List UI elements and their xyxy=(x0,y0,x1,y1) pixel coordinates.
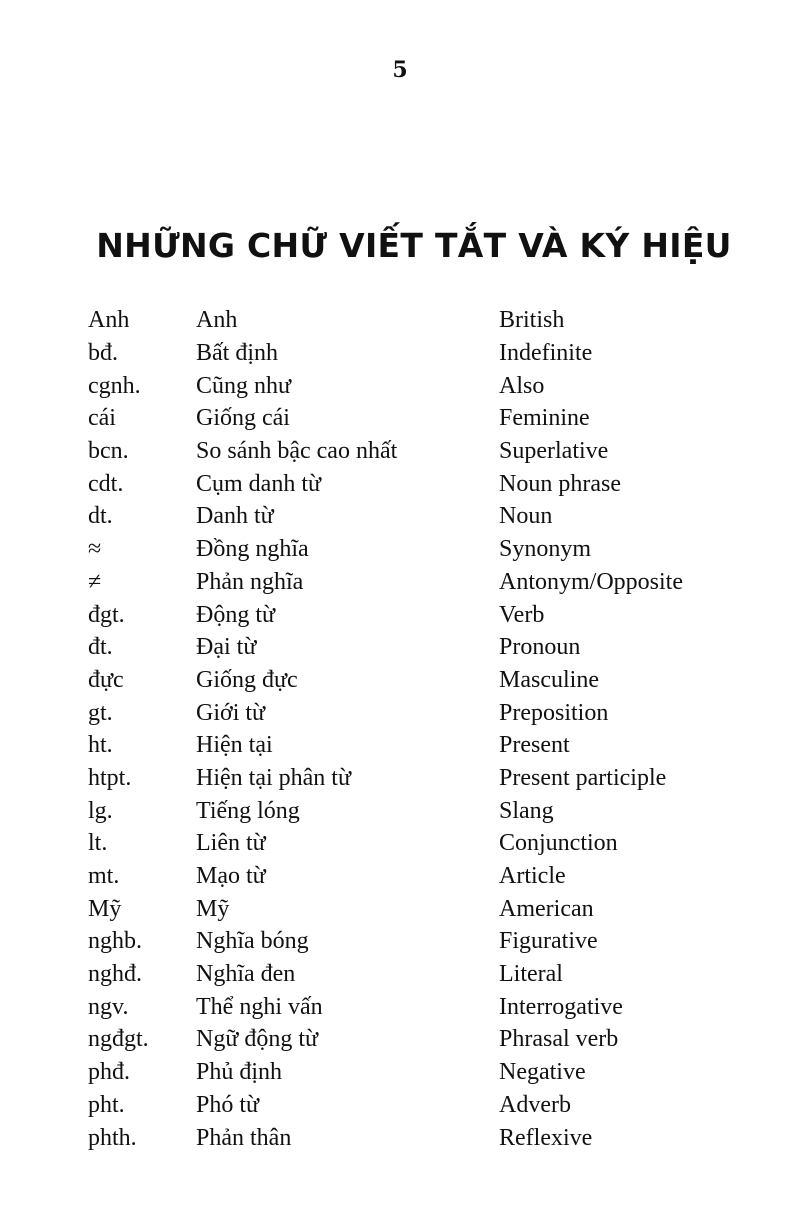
abbreviation-row xyxy=(88,500,748,533)
english-term-cell: Noun phrase xyxy=(499,470,621,497)
abbreviation-cell: htpt. xyxy=(88,764,132,791)
vietnamese-term-cell: Phó từ xyxy=(196,1091,260,1118)
english-term-cell: American xyxy=(499,895,594,922)
abbreviation-row xyxy=(88,369,748,402)
vietnamese-term-cell: Tiếng lóng xyxy=(196,797,300,824)
abbreviation-cell: cgnh. xyxy=(88,372,141,399)
abbreviation-row xyxy=(88,990,748,1023)
abbreviation-cell: Anh xyxy=(88,307,130,334)
english-term-cell: Indefinite xyxy=(499,340,593,367)
page-title: NHỮNG CHỮ VIẾT TẮT VÀ KÝ HIỆU xyxy=(96,226,732,265)
english-term-cell: Preposition xyxy=(499,699,609,726)
vietnamese-term-cell: Phản thân xyxy=(196,1124,292,1151)
abbreviation-cell: đgt. xyxy=(88,601,125,628)
vietnamese-term-cell: Cụm danh từ xyxy=(196,470,322,497)
abbreviation-cell: lt. xyxy=(88,830,108,857)
abbreviation-row xyxy=(88,1023,748,1056)
abbreviation-row xyxy=(88,729,748,762)
abbreviation-cell: dt. xyxy=(88,503,113,530)
abbreviation-cell: phth. xyxy=(88,1124,137,1151)
abbreviation-cell: Mỹ xyxy=(88,895,122,922)
english-term-cell: Noun xyxy=(499,503,553,530)
abbreviation-row xyxy=(88,794,748,827)
abbreviation-cell: ngv. xyxy=(88,993,129,1020)
abbreviation-row xyxy=(88,566,748,599)
vietnamese-term-cell: Danh từ xyxy=(196,503,274,530)
abbreviation-row xyxy=(88,598,748,631)
vietnamese-term-cell: So sánh bậc cao nhất xyxy=(196,438,398,465)
abbreviation-cell: phđ. xyxy=(88,1059,130,1086)
abbreviation-row xyxy=(88,467,748,500)
abbreviation-row xyxy=(88,533,748,566)
vietnamese-term-cell: Giống đực xyxy=(196,666,298,693)
abbreviation-cell: đt. xyxy=(88,634,113,661)
abbreviation-cell: lg. xyxy=(88,797,113,824)
vietnamese-term-cell: Đại từ xyxy=(196,634,257,661)
abbreviation-row xyxy=(88,860,748,893)
english-term-cell: Reflexive xyxy=(499,1124,593,1151)
abbreviation-cell: gt. xyxy=(88,699,113,726)
abbreviation-row xyxy=(88,631,748,664)
english-term-cell: Literal xyxy=(499,961,563,988)
vietnamese-term-cell: Phủ định xyxy=(196,1059,283,1086)
english-term-cell: Conjunction xyxy=(499,830,618,857)
abbreviation-row xyxy=(88,892,748,925)
english-term-cell: Figurative xyxy=(499,928,598,955)
vietnamese-term-cell: Giống cái xyxy=(196,405,290,432)
english-term-cell: Interrogative xyxy=(499,993,623,1020)
english-term-cell: Present xyxy=(499,732,570,759)
abbreviation-cell: cdt. xyxy=(88,470,124,497)
vietnamese-term-cell: Hiện tại xyxy=(196,732,273,759)
english-term-cell: Adverb xyxy=(499,1091,571,1118)
abbreviation-cell: nghđ. xyxy=(88,961,142,988)
vietnamese-term-cell: Mạo từ xyxy=(196,863,266,890)
vietnamese-term-cell: Cũng như xyxy=(196,372,292,399)
abbreviation-row xyxy=(88,304,748,337)
vietnamese-term-cell: Giới từ xyxy=(196,699,266,726)
english-term-cell: British xyxy=(499,307,565,334)
english-term-cell: Superlative xyxy=(499,438,609,465)
abbreviation-row xyxy=(88,337,748,370)
abbreviation-cell: bcn. xyxy=(88,438,129,465)
abbreviation-cell: đực xyxy=(88,666,124,693)
vietnamese-term-cell: Đồng nghĩa xyxy=(196,536,309,563)
english-term-cell: Feminine xyxy=(499,405,590,432)
abbreviation-cell: pht. xyxy=(88,1091,125,1118)
abbreviation-row xyxy=(88,827,748,860)
english-term-cell: Synonym xyxy=(499,536,592,563)
english-term-cell: Present participle xyxy=(499,764,667,791)
abbreviation-cell: mt. xyxy=(88,863,120,890)
vietnamese-term-cell: Ngữ động từ xyxy=(196,1026,319,1053)
vietnamese-term-cell: Anh xyxy=(196,307,238,334)
abbreviation-row xyxy=(88,664,748,697)
english-term-cell: Also xyxy=(499,372,545,399)
abbreviation-cell: nghb. xyxy=(88,928,142,955)
vietnamese-term-cell: Phản nghĩa xyxy=(196,568,304,595)
english-term-cell: Negative xyxy=(499,1059,586,1086)
english-term-cell: Antonym/Opposite xyxy=(499,568,683,595)
page-number: 5 xyxy=(392,57,408,83)
english-term-cell: Phrasal verb xyxy=(499,1026,619,1053)
abbreviation-cell: ht. xyxy=(88,732,113,759)
abbreviation-row xyxy=(88,402,748,435)
abbreviation-cell: ngđgt. xyxy=(88,1026,149,1053)
abbreviation-row xyxy=(88,762,748,795)
abbreviation-row xyxy=(88,1121,748,1154)
abbreviation-table xyxy=(88,304,748,1154)
vietnamese-term-cell: Liên từ xyxy=(196,830,266,857)
vietnamese-term-cell: Nghĩa bóng xyxy=(196,928,309,955)
abbreviation-cell: cái xyxy=(88,405,116,432)
abbreviation-row xyxy=(88,1089,748,1122)
abbreviation-cell: ≠ xyxy=(88,568,102,595)
english-term-cell: Verb xyxy=(499,601,545,628)
abbreviation-row xyxy=(88,435,748,468)
vietnamese-term-cell: Động từ xyxy=(196,601,276,628)
english-term-cell: Masculine xyxy=(499,666,599,693)
vietnamese-term-cell: Nghĩa đen xyxy=(196,961,296,988)
abbreviation-row xyxy=(88,925,748,958)
abbreviation-row xyxy=(88,958,748,991)
vietnamese-term-cell: Bất định xyxy=(196,340,278,367)
english-term-cell: Article xyxy=(499,863,566,890)
abbreviation-row xyxy=(88,696,748,729)
abbreviation-row xyxy=(88,1056,748,1089)
english-term-cell: Pronoun xyxy=(499,634,581,661)
english-term-cell: Slang xyxy=(499,797,554,824)
abbreviation-cell: ≈ xyxy=(88,536,102,563)
abbreviation-cell: bđ. xyxy=(88,340,118,367)
vietnamese-term-cell: Thể nghi vấn xyxy=(196,993,323,1020)
vietnamese-term-cell: Mỹ xyxy=(196,895,230,922)
vietnamese-term-cell: Hiện tại phân từ xyxy=(196,764,351,791)
